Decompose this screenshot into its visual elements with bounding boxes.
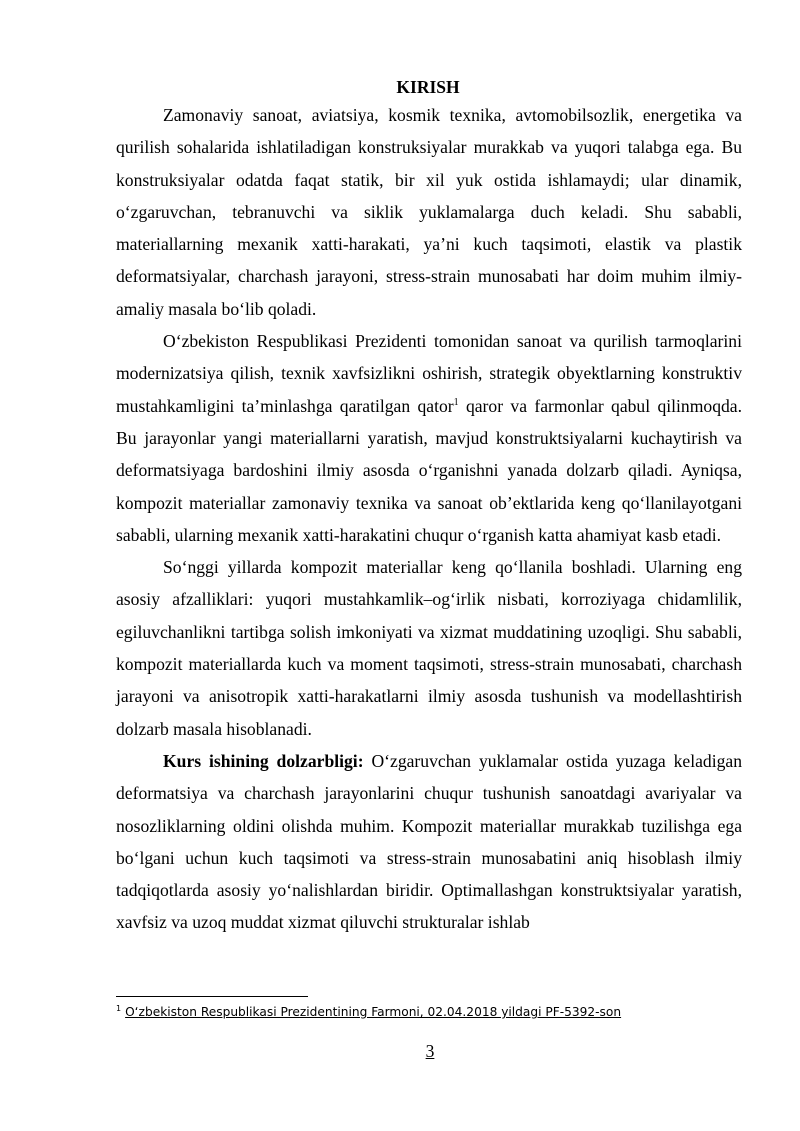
footnote-separator xyxy=(116,996,308,997)
paragraph-relevance-lead: Kurs ishining dolzarbligi: xyxy=(163,750,364,771)
footnote-mark: 1 xyxy=(116,1004,122,1013)
paragraph-decrees-text-end: qaror va farmonlar qabul qilinmoqda. Bu jarayonlar yangi materiallarni yaratish, mavjud konstruktsiyalarni kuchaytirish va deformatsiyaga bardoshini ilmiy asosda o‘rganishni yanada dolzarb qiladi. Ayniqsa, kompozit materiallar zamonaviy texnika va sanoat ob’ektlarida keng qo‘llanilayotgani sababli, ularning mexanik xatti-harakatini chuqur o‘rganish katta ahamiyat kasb etadi. xyxy=(116,395,742,545)
paragraph-intro xyxy=(116,99,742,325)
footnote-text: O‘zbekiston Respublikasi Prezidentining Farmoni, 02.04.2018 yildagi PF-5392-son xyxy=(125,1005,622,1019)
paragraph-decrees-text-start: O‘zbekiston Respublikasi Prezidenti tomonidan sanoat va qurilish tarmoqlarini modernizatsiya qilish, texnik xavfsizlikni oshirish, strategik obyektlarning konstruktiv mustahkamligini ta’minlashga qaratilgan qator xyxy=(116,331,742,416)
footnote xyxy=(116,1003,621,1021)
paragraph-relevance-text: O‘zgaruvchan yuklamalar ostida yuzaga keladigan deformatsiya va charchash jarayonlarini chuqur tushunish sanoatdagi avariyalar va nosozliklarning oldini olishda muhim. Kompozit materiallar murakkab tuzilishga ega bo‘lgani uchun kuch taqsimoti va stress-strain munosabatini aniq hisoblash ilmiy tadqiqotlarda asosiy yo‘nalishlardan biridir. Optimallashgan konstruktsiyalar yaratish, xavfsiz va uzoq muddat xizmat qiluvchi strukturalar ishlab xyxy=(116,750,743,933)
page-number: 3 xyxy=(425,1041,435,1061)
page-title: KIRISH xyxy=(396,77,460,97)
footnote-reference[interactable]: 1 xyxy=(453,396,459,408)
body-text xyxy=(116,99,742,939)
paragraph-relevance xyxy=(116,745,742,939)
paragraph-composites xyxy=(116,551,742,745)
paragraph-composites-text: So‘nggi yillarda kompozit materiallar keng qo‘llanila boshladi. Ularning eng asosiy afzalliklari: yuqori mustahkamlik–og‘irlik nisbati, korroziyaga chidamlilik, egiluvchanlikni tartibga solish imkoniyati va xizmat muddatining uzoqligi. Shu sababli, kompozit materiallarda kuch va moment taqsimoti, stress-strain munosabati, charchash jarayoni va anisotropik xatti-harakatlarni ilmiy asosda tushunish va modellashtirish dolzarb masala hisoblanadi. xyxy=(116,557,742,739)
paragraph-intro-text: Zamonaviy sanoat, aviatsiya, kosmik texnika, avtomobilsozlik, energetika va qurilish sohalarida ishlatiladigan konstruksiyalar murakkab va yuqori talabga ega. Bu konstruksiyalar odatda faqat statik, bir xil yuk ostida ishlamaydi; ular dinamik, o‘zgaruvchan, tebranuvchi va siklik yuklamalarga duch keladi. Shu sababli, materiallarning mexanik xatti-harakati, ya’ni kuch taqsimoti, elastik va plastik deformatsiyalar, charchash jarayoni, stress-strain munosabati har doim muhim ilmiy-amaliy masala bo‘lib qoladi. xyxy=(116,105,742,319)
paragraph-decrees xyxy=(116,325,742,551)
